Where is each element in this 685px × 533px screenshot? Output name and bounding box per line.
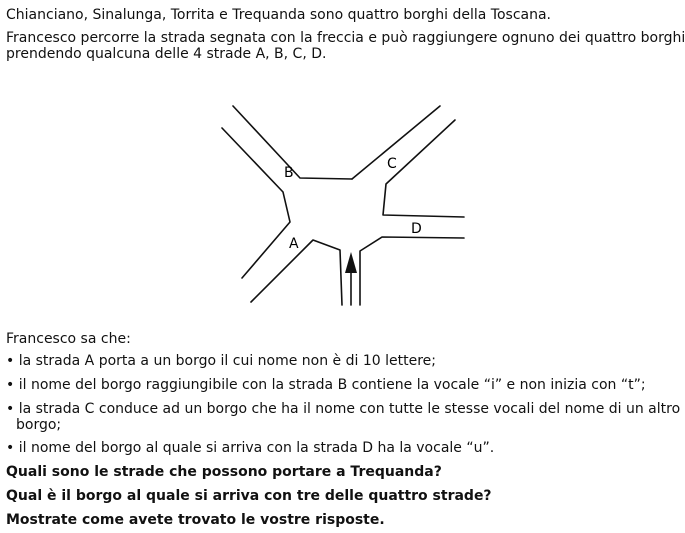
question-1: Quali sono le strade che possono portare a Trequanda? <box>6 464 442 480</box>
road-a-label: A <box>289 236 299 252</box>
road-d-edge <box>360 237 464 305</box>
fact-text-3-line-1: la strada C conduce ad un borgo che ha il nome con tutte le stesse vocali del nome di un altro <box>18 401 681 417</box>
intro-line-1: Chianciano, Sinalunga, Torrita e Trequanda sono quattro borghi della Toscana. <box>6 7 551 23</box>
road-map-diagram <box>218 100 478 310</box>
fact-item-4 <box>6 439 494 457</box>
bullet: • <box>6 440 15 456</box>
fact-text-4: il nome del borgo al quale si arriva con la strada D ha la vocale “u”. <box>18 440 495 456</box>
bullet: • <box>6 353 15 369</box>
facts-heading: Francesco sa che: <box>6 331 131 347</box>
bullet: • <box>6 377 15 393</box>
intro-line-2: Francesco percorre la strada segnata con la freccia e può raggiungere ognuno dei quattro borghi <box>6 30 685 46</box>
fact-item-1 <box>6 352 436 370</box>
road-d-label: D <box>411 221 422 237</box>
fact-text-1: la strada A porta a un borgo il cui nome non è di 10 lettere; <box>18 353 436 369</box>
bullet: • <box>6 401 15 417</box>
fact-text-2: il nome del borgo raggiungibile con la strada B contiene la vocale “i” e non inizia con “t”; <box>18 377 646 393</box>
fact-item-3 <box>6 400 680 418</box>
intro-line-3: prendendo qualcuna delle 4 strade A, B, C, D. <box>6 46 327 62</box>
road-b-outer-edge <box>222 128 290 278</box>
fact-item-2 <box>6 376 646 394</box>
road-b-label: B <box>284 165 294 181</box>
question-3: Mostrate come avete trovato le vostre risposte. <box>6 512 385 528</box>
question-2: Qual è il borgo al quale si arriva con tre delle quattro strade? <box>6 488 492 504</box>
fact-text-3-line-2: borgo; <box>16 417 62 433</box>
arrow-head-icon <box>345 252 357 273</box>
road-c-label: C <box>387 156 397 172</box>
